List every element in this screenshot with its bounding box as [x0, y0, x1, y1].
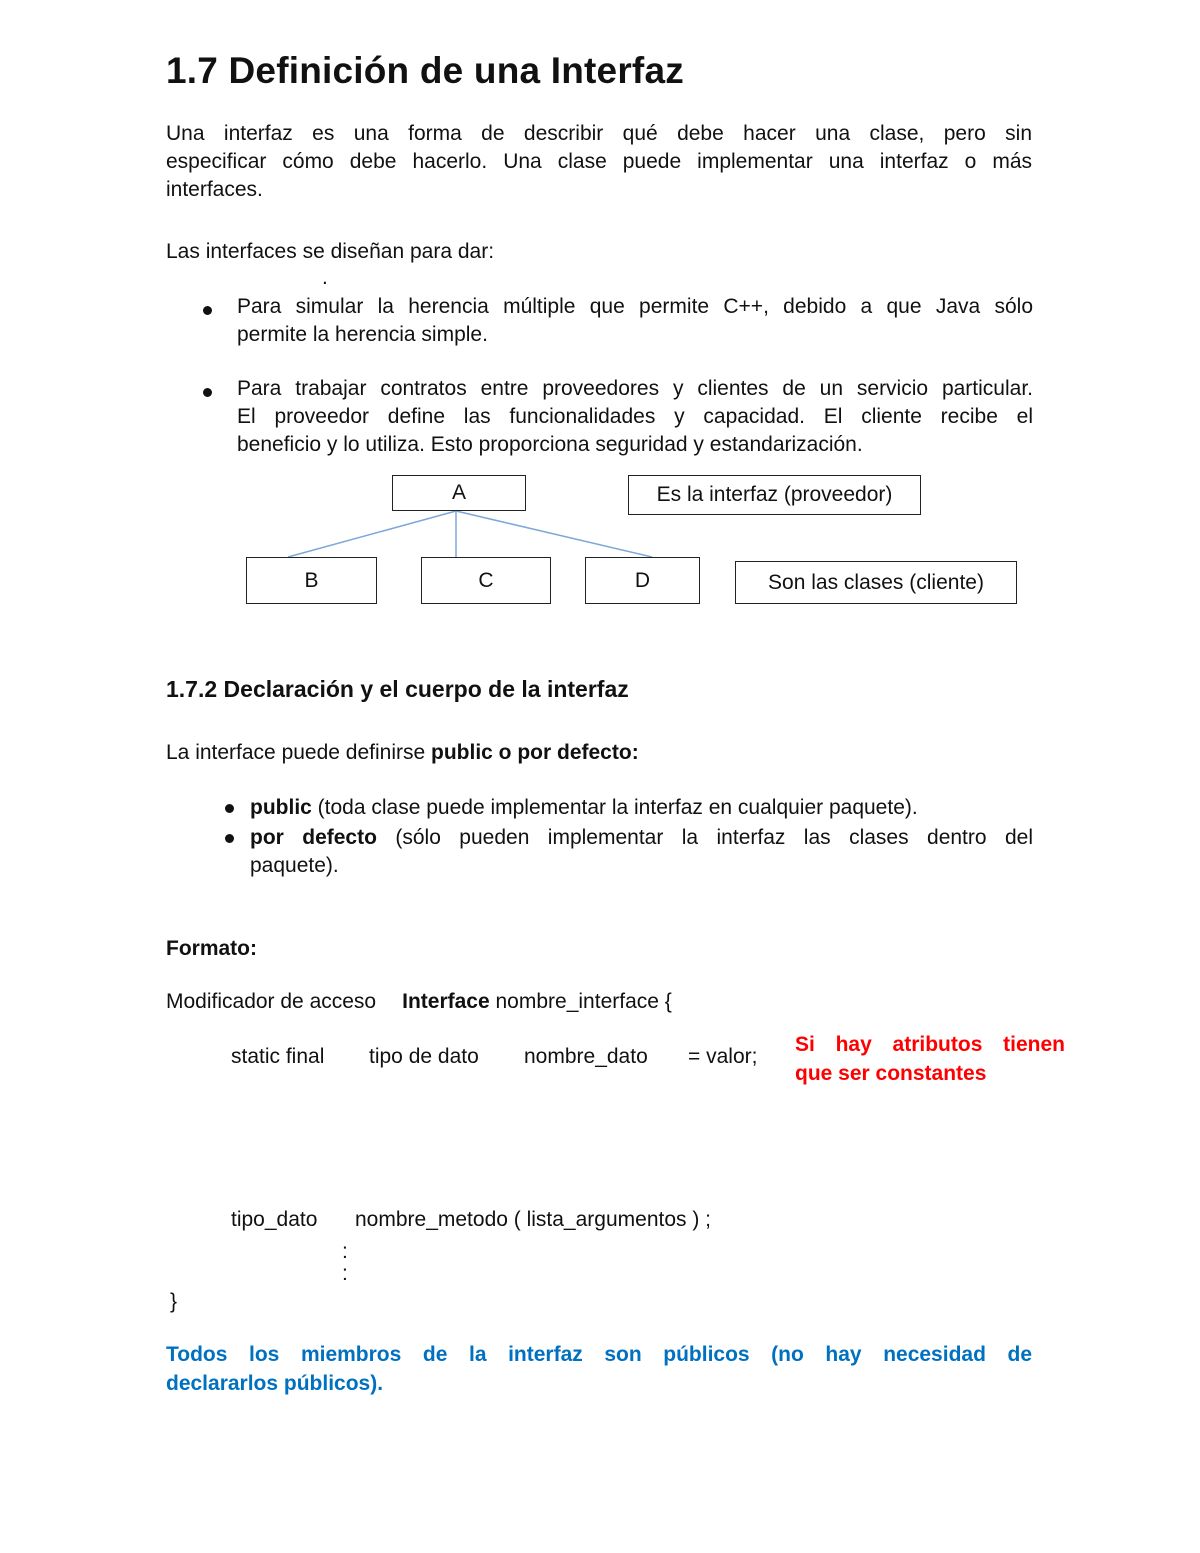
- access-text-default-2: paquete).: [250, 854, 339, 877]
- public-note-line-2: declararlos públicos).: [166, 1372, 384, 1395]
- section-lead-bold: public o por defecto: [431, 741, 632, 764]
- attr-value: = valor;: [688, 1045, 758, 1068]
- interface-note-box: Es la interfaz (proveedor): [628, 475, 921, 515]
- design-lead: Las interfaces se diseñan para dar:: [166, 240, 495, 263]
- bullet-dot: [225, 834, 234, 843]
- stray-dot: .: [322, 266, 328, 289]
- access-term-public: public: [250, 796, 312, 819]
- diagram-box-b: B: [246, 557, 377, 604]
- ellipsis-2: :: [342, 1262, 348, 1285]
- decl-modifier: Modificador de acceso: [166, 990, 377, 1013]
- diagram-box-a: A: [392, 475, 526, 511]
- access-text-default-1: (sólo pueden implementar la interfaz las clases dentro del: [376, 826, 1034, 849]
- decl-rest: nombre_interface {: [489, 990, 672, 1013]
- constants-note: [795, 1030, 1065, 1088]
- closing-brace: }: [170, 1290, 178, 1313]
- constants-note-line-2: que ser constantes: [795, 1062, 987, 1085]
- bullet-2-line-2: El proveedor define las funcionalidades y capacidad. El cliente recibe el: [237, 405, 1033, 428]
- bullet-2-line-1: Para trabajar contratos entre proveedores y clientes de un servicio particular.: [237, 377, 1033, 400]
- declaration-line: [166, 988, 672, 1016]
- diagram-box-c: C: [421, 557, 551, 604]
- section-lead-colon: :: [631, 741, 639, 764]
- ellipsis-1: :: [342, 1240, 348, 1263]
- bullet-1-line-2: permite la herencia simple.: [237, 323, 488, 346]
- attr-type: tipo de dato: [369, 1045, 479, 1068]
- intro-line-1: Una interfaz es una forma de describir qué debe hacer una clase, pero sin: [166, 122, 1032, 145]
- bullet-dot: [225, 804, 234, 813]
- access-term-default: por defecto: [250, 826, 377, 849]
- section-lead-plain: La interface puede definirse: [166, 741, 432, 764]
- class-note-box: Son las clases (cliente): [735, 561, 1017, 604]
- connector-a-b: [288, 511, 456, 557]
- connector-a-d: [456, 511, 652, 557]
- access-item-public: [250, 794, 918, 822]
- format-label: Formato:: [166, 937, 257, 960]
- public-note-line-1: Todos los miembros de la interfaz son públicos (no hay necesidad de: [166, 1343, 1032, 1366]
- diagram-box-d: D: [585, 557, 700, 604]
- method-signature: nombre_metodo ( lista_argumentos ) ;: [355, 1208, 712, 1231]
- decl-keyword: Interface: [402, 990, 490, 1013]
- bullet-1-line-1: Para simular la herencia múltiple que permite C++, debido a que Java sólo: [237, 295, 1033, 318]
- section-heading: 1.7.2 Declaración y el cuerpo de la interfaz: [166, 676, 629, 702]
- attr-static: static final: [231, 1045, 325, 1068]
- intro-line-3: interfaces.: [166, 178, 263, 201]
- bullet-2-line-3: beneficio y lo utiliza. Esto proporciona seguridad y estandarización.: [237, 433, 863, 456]
- access-item-default: [250, 824, 1033, 880]
- method-type: tipo_dato: [231, 1208, 318, 1231]
- intro-line-2: especificar cómo debe hacerlo. Una clase puede implementar una interfaz o más: [166, 150, 1032, 173]
- page-title: 1.7 Definición de una Interfaz: [166, 50, 684, 91]
- section-lead: [166, 739, 639, 767]
- public-members-note: [166, 1340, 1032, 1398]
- constants-note-line-1: Si hay atributos tienen: [795, 1033, 1065, 1056]
- attr-name: nombre_dato: [524, 1045, 648, 1068]
- access-text-public: (toda clase puede implementar la interfaz en cualquier paquete).: [311, 796, 918, 819]
